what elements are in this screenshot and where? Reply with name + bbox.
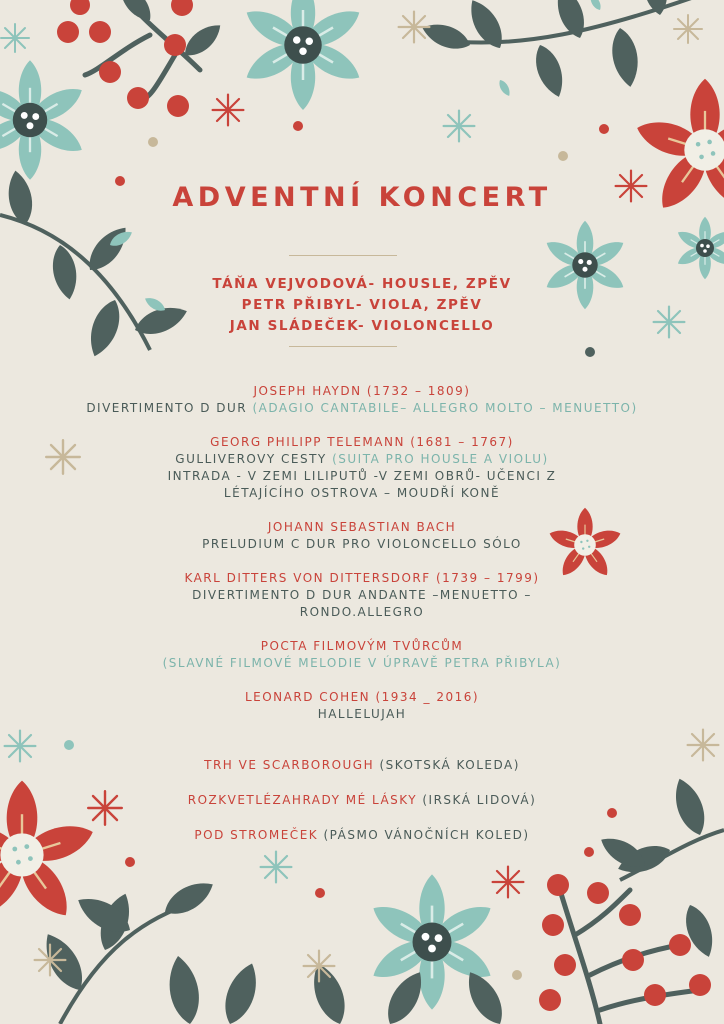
song-item: [0, 792, 724, 809]
work-movements: INTRADA - V ZEMI LILIPUTŮ -V ZEMI OBRŮ- UČENCI Z LÉTAJÍCÍHO OSTROVA – MOUDŘÍ KONĚ: [167, 469, 557, 500]
work-title: HALLELUJAH: [317, 707, 407, 721]
composer: POCTA FILMOVÝM TVŮRCŮM: [260, 639, 464, 653]
composer: LEONARD COHEN (1934 _ 2016): [244, 690, 480, 704]
work-title: PRELUDIUM C DUR PRO VIOLONCELLO SÓLO: [202, 537, 522, 551]
program-item: [0, 570, 724, 621]
song-desc: (SKOTSKÁ KOLEDA): [379, 758, 520, 772]
song-item: [0, 757, 724, 774]
performer-line: PETR PŘIBYL- VIOLA, ZPĚV: [241, 297, 483, 313]
work-title: DIVERTIMENTO D DUR: [86, 401, 248, 415]
work-title: GULLIVEROVY CESTY: [175, 452, 327, 466]
song-desc: (IRSKÁ LIDOVÁ): [422, 793, 537, 807]
program-item: [0, 383, 724, 417]
work-title: DIVERTIMENTO D DUR ANDANTE –MENUETTO – RONDO.ALLEGRO: [192, 588, 532, 619]
divider-top: [289, 255, 397, 256]
composer: KARL DITTERS VON DITTERSDORF (1739 – 1799): [184, 571, 540, 585]
work-line: [82, 400, 642, 417]
program-item: [0, 434, 724, 502]
song-item: [0, 827, 724, 844]
program-item: [0, 519, 724, 553]
performer-line: TÁŇA VEJVODOVÁ- HOUSLE, ZPĚV: [212, 276, 512, 292]
divider-bottom: [289, 346, 397, 347]
composer: GEORG PHILIPP TELEMANN (1681 – 1767): [210, 435, 514, 449]
performer-line: JAN SLÁDEČEK- VIOLONCELLO: [229, 318, 495, 334]
song-title: TRH VE SCARBOROUGH: [204, 758, 375, 772]
composer: JOHANN SEBASTIAN BACH: [267, 520, 457, 534]
composer: JOSEPH HAYDN (1732 – 1809): [253, 384, 471, 398]
performers-block: [0, 274, 724, 337]
program-list: [0, 383, 724, 862]
program-item: [0, 689, 724, 723]
poster-title: ADVENTNÍ KONCERT: [172, 182, 552, 213]
song-title: POD STROMEČEK: [194, 828, 319, 842]
work-note: (SLAVNÉ FILMOVÉ MELODIE V ÚPRAVĚ PETRA PŘIBYLA): [162, 656, 562, 670]
program-item: [0, 638, 724, 672]
work-note: (ADAGIO CANTABILE– ALLEGRO MOLTO – MENUETTO): [252, 401, 638, 415]
song-title: ROZKVETLÉZAHRADY MÉ LÁSKY: [187, 793, 418, 807]
work-note: (SUITA PRO HOUSLE A VIOLU): [332, 452, 549, 466]
work-line: [0, 451, 724, 468]
song-desc: (PÁSMO VÁNOČNÍCH KOLED): [323, 828, 530, 842]
